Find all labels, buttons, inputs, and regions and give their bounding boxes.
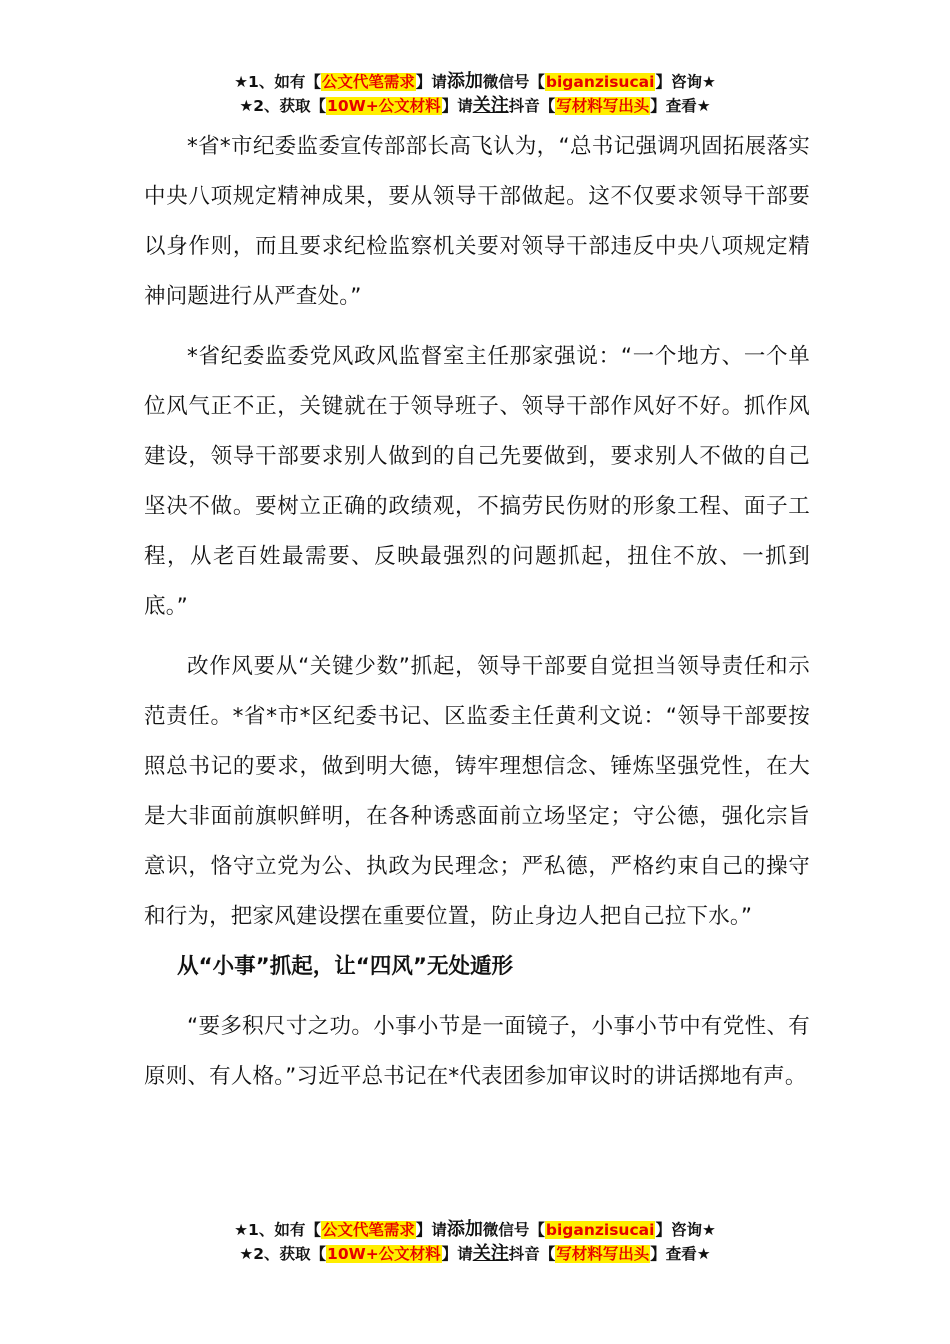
promo-text: 抖音【	[508, 1245, 556, 1263]
paragraph-1: *省*市纪委监委宣传部部长高飞认为，“总书记强调巩固拓展落实中央八项规定精神成果，要从领导干部做起。这不仅要求领导干部要以身作则，而且要求纪检监察机关要对领导干部违反中央八项规定精神问题进行从严查处。”	[144, 134, 810, 309]
promo-text: 】请	[441, 1245, 473, 1263]
paragraph-2: *省纪委监委党风政风监督室主任那家强说：“一个地方、一个单位风气正不正，关键就在于领导班子、领导干部作风好不好。抓作风建设，领导干部要求别人做到的自己先要做到，要求别人不做的自己坚决不做。要树立正确的政绩观，不搞劳民伤财的形象工程、面子工程，从老百姓最需要、反映最强烈的问题抓起，扭住不放、一抓到底。”	[144, 344, 810, 619]
promo-text: ★2、获取【	[239, 1245, 327, 1263]
promo-douyin-id: 写材料写出头	[556, 1245, 650, 1263]
section-heading: 从“小事”抓起，让“四风”无处遁形	[177, 954, 514, 979]
promo-text: 】查看★	[650, 97, 711, 115]
promo-text: 关注	[472, 1243, 509, 1264]
promo-wechat-id: biganzisucai	[545, 73, 655, 91]
promo-line-2	[0, 94, 950, 118]
promo-text: 关注	[472, 95, 509, 116]
promo-highlight: 10W+公文材料	[327, 1245, 441, 1263]
promo-highlight: 公文代笔需求	[321, 73, 415, 91]
promo-text: 】请	[441, 97, 473, 115]
promo-text: 抖音【	[508, 97, 556, 115]
promo-text: 添加	[446, 71, 483, 92]
promo-text: 添加	[446, 1219, 483, 1240]
paragraph-4: “要多积尺寸之功。小事小节是一面镜子，小事小节中有党性、有原则、有人格。”习近平总书记在*代表团参加审议时的讲话掷地有声。	[144, 1014, 810, 1089]
promo-text: 】请	[415, 73, 447, 91]
promo-douyin-id: 写材料写出头	[556, 97, 650, 115]
promo-wechat-id: biganzisucai	[545, 1221, 655, 1239]
promo-line-2-footer	[0, 1242, 950, 1266]
promo-highlight: 公文代笔需求	[321, 1221, 415, 1239]
promo-text: ★1、如有【	[234, 1221, 321, 1239]
promo-text: ★2、获取【	[239, 97, 327, 115]
paragraph-3: 改作风要从“关键少数”抓起，领导干部要自觉担当领导责任和示范责任。*省*市*区纪委书记、区监委主任黄利文说：“领导干部要按照总书记的要求，做到明大德，铸牢理想信念、锤炼坚强党性，在大是大非面前旗帜鲜明，在各种诱惑面前立场坚定；守公德，强化宗旨意识，恪守立党为公、执政为民理念；严私德，严格约束自己的操守和行为，把家风建设摆在重要位置，防止身边人把自己拉下水。”	[144, 654, 810, 929]
promo-line-1	[0, 70, 950, 94]
promo-line-1-footer	[0, 1218, 950, 1242]
promo-highlight: 10W+公文材料	[327, 97, 441, 115]
promo-text: ★1、如有【	[234, 73, 321, 91]
promo-text: 微信号【	[482, 73, 545, 91]
promo-text: 】咨询★	[655, 1221, 716, 1239]
promo-text: 】查看★	[650, 1245, 711, 1263]
promo-text: 】请	[415, 1221, 447, 1239]
article-body	[144, 122, 810, 1102]
promo-text: 微信号【	[482, 1221, 545, 1239]
promo-text: 】咨询★	[655, 73, 716, 91]
